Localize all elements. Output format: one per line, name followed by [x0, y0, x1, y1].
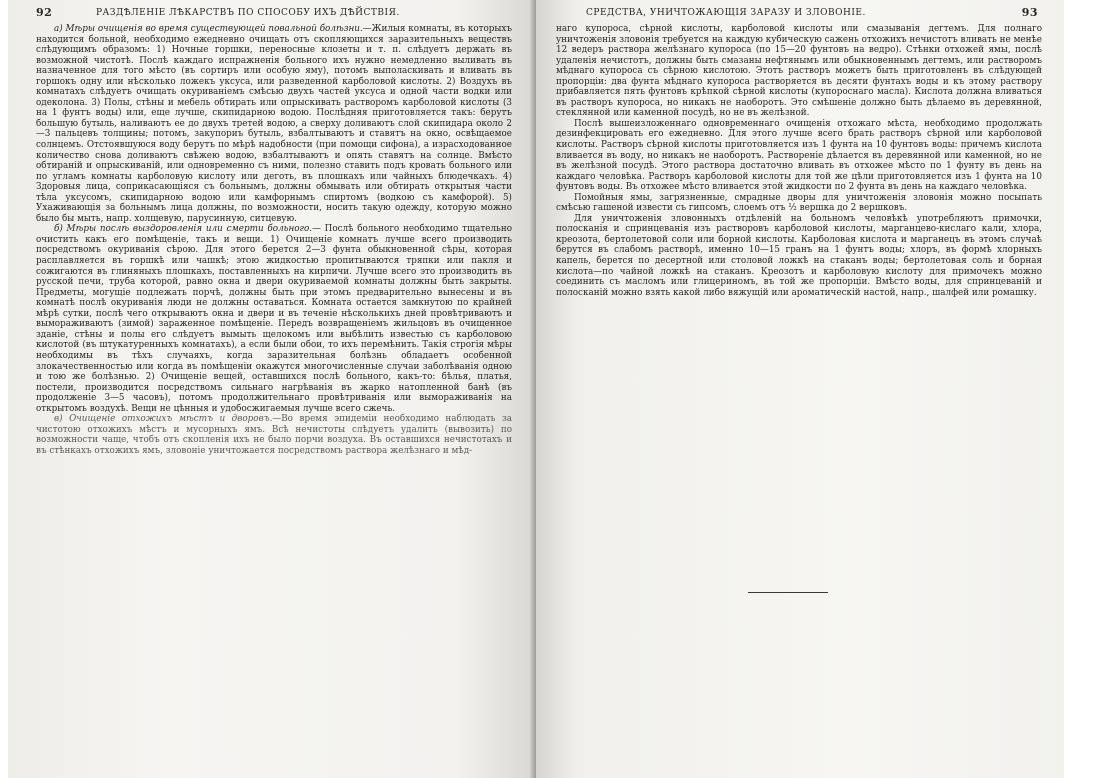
paragraph: Послѣ вышеизложеннаго одновременнаго очищенія отхожаго мѣста, необходимо продолжать дезинфекцировать его ежедневно. Для этого лучше всего брать растворъ сѣрной или карболовой кислоты. Растворъ сѣрной кислоты приготовляется изъ 1 фунта на 10 фунтовъ воды: причемъ кислота вливается въ воду, но никакъ не наоборотъ. Раствореніе дѣлается въ деревянной или каменной, но не въ желѣзной посудѣ. Этого раствора достаточно вливать въ отхожее мѣсто по 1 фунту въ день на каждаго человѣка. Растворъ карболовой кислоты для той же цѣли приготовляется изъ 1 фунта на 10 фунтовъ воды. Въ отхожее мѣсто вливается этой жидкости по 2 фунта въ день на каждаго человѣка. — [556, 118, 1042, 193]
paragraph: Для уничтоженія зловонныхъ отдѣленій на больномъ человѣкѣ употребляютъ примочки, полосканія и спринцеванія изъ растворовъ карболовой кислоты, марганцево-кислаго кали, хлора, креозота, бертолетовой соли или борной кислоты. Карболовая кислота и марганецъ въ этомъ случаѣ берутся въ слабомъ растворѣ, именно 10—15 гранъ на 1 фунтъ воды; хлоръ, въ формѣ хлорныхъ капель, берется по десертной или столовой ложкѣ на стаканъ воды; бертолетовая соль и борная кислота—по чайной ложкѣ на стаканъ. Креозотъ и карболовую кислоту для примочекъ можно соединить съ масломъ или глицериномъ, въ той же пропорціи. Вмѣсто воды, для спринцеваній и полосканій можно взять какой либо вяжущій или ароматическій настой, напр., шалфей или ромашку. — [556, 213, 1042, 298]
paragraph: наго купороса, сѣрной кислоты, карболовой кислоты или смазыванія дегтемъ. Для полнаго уничтоженія зловонія требуется на каждую кубическую сажень отхожихъ нечистотъ вливать не менѣе 12 ведеръ раствора желѣзнаго купороса (по 15—20 фунтовъ на ведро). Стѣнки отхожей ямы, послѣ удаленія нечистотъ, должны быть смазаны нефтянымъ или обыкновеннымъ дегтемъ, или растворомъ мѣднаго купороса съ сѣрною кислотою. Этотъ растворъ можетъ быть приготовленъ въ слѣдующей пропорціи: два фунта мѣднаго купороса растворяется въ десяти фунтахъ воды и къ этому раствору прибавляется пять фунтовъ крѣпкой сѣрной кислоты (купороснаго масла). Кислота должна вливаться въ растворъ купороса, но никакъ не наоборотъ. Это смѣшеніе должно быть дѣлаемо въ деревянной, стеклянной или каменной посудѣ, но не въ желѣзной. — [556, 24, 1042, 119]
left-page — [8, 0, 536, 778]
paragraph-text: —Во время эпидеміи необходимо наблюдать за чистотою отхожихъ мѣстъ и мусорныхъ ямъ. Всѣ нечистоты слѣдуетъ удалить (вывозить) по возможности чаще, чтобъ отъ скопленія ихъ не было порчи воздуха. Въ оставшихся нечистотахъ и въ стѣнкахъ отхожихъ ямъ, зловоніе уничтожается посредствомъ раствора желѣзнаго и мѣд- — [36, 414, 512, 456]
running-head: РАЗДѢЛЕНІЕ ЛѢКАРСТВЪ ПО СПОСОБУ ИХЪ ДѢЙСТВІЯ. — [96, 8, 400, 18]
paragraph: Помойныя ямы, загрязненные, смрадные дворы для уничтоженія зловонія можно посыпать смѣсью гашеной извести съ гипсомъ, слоемъ отъ ½ вершка до 2 вершковъ. — [556, 192, 1042, 214]
left-page-body — [36, 24, 512, 456]
page-number: 93 — [1021, 6, 1038, 19]
section-label: б) Мѣры послѣ выздоровленія или смерти больного. — [54, 224, 313, 235]
right-page-body — [556, 24, 1042, 298]
page-number: 92 — [36, 6, 53, 19]
paragraph-text: — Послѣ больного необходимо тщательно очистить какъ его помѣщеніе, такъ и вещи. 1) Очищеніе комнатъ лучше всего производить посредствомъ окуриванія сѣрою. Для этого берется 2—3 фунта обыкновенной сѣры, которая расплавляется въ горшкѣ или чашкѣ; этою жидкостью пропитываются тряпки или пакля и сожигаются въ глиняныхъ плошкахъ, поставленныхъ на кирпичи. Лучше всего это производить въ русской печи, труба которой, равно окна и двери окуриваемой комнаты должны быть закрыты. Предметы, могущіе подлежать порчѣ, должны быть при этомъ предварительно вынесены и въ комнатѣ послѣ окуриванія люди не должны оставаться. Комната остается замкнутою по крайней мѣрѣ сутки, послѣ чего открываютъ окна и двери и въ теченіе нѣсколькихъ дней провѣтриваютъ и вымораживаютъ (зимой) зараженное помѣщеніе. Передъ возвращеніемъ жильцовъ въ очищенное зданіе, стѣны и полы его слѣдуетъ вымыть щелокомъ или выбѣлить известью съ карболовою кислотой (въ штукатуренныхъ комнатахъ), а если были обои, то ихъ перемѣнить. Такія строгія мѣры необходимы въ тѣхъ случаяхъ, когда заразительная болѣзнь обладаетъ особенной злокачественностью или когда въ помѣщеніи окажутся многочисленные случаи заболѣванія одною и тою же болѣзнью. 2) Очищеніе вещей, оставшихся послѣ больного, какъ-то: бѣлья, платья, постели, производится посредствомъ сильнаго нагрѣванія въ жарко натопленной банѣ (въ продолженіе 3—5 часовъ), потомъ продолжительнаго провѣтриванія или вымораживанія на открытомъ воздухѣ. Вещи не цѣнныя и удобосжигаемыя лучше всего сжечь. — [36, 224, 512, 414]
paragraph — [36, 224, 512, 414]
right-page — [536, 0, 1064, 778]
running-head: СРЕДСТВА, УНИЧТОЖАЮЩІЯ ЗАРАЗУ И ЗЛОВОНІЕ. — [586, 8, 866, 18]
paragraph-text: —Жилыя комнаты, въ которыхъ находится больной, необходимо ежедневно очищать отъ скопляющихся заразительныхъ веществъ слѣдующимъ образомъ: 1) Ночные горшки, переносные клозеты и т. п. слѣдуетъ держать въ возможной чистотѣ. Послѣ каждаго испражненія больного ихъ нужно немедленно выливать въ назначенное для того мѣсто (въ сортиръ или особую яму), потомъ выполаскивать и вливать въ горшокъ одну или нѣсколько ложекъ уксуса, или разведенной карболовой кислоты. 2) Воздухъ въ комнатахъ слѣдуетъ очищать окуриваніемъ смѣсью двухъ частей уксуса и одной части водки или одеколона. 3) Полы, стѣны и мебель обтирать или опрыскивать растворомъ карболовой кислоты (3 на 1 фунтъ воды) или, еще лучше, скипидарною водою. Послѣдняя приготовляется такъ: берутъ большую бутыль, наливаютъ ее до двухъ третей водою, а сверху доливаютъ слой скипидара около 2—3 пальцевъ толщины; потомъ, закупориъ бутыль, взбалтываютъ и ставятъ на окно, освѣщаемое солнцемъ. Отстоявшуюся воду берутъ по мѣрѣ надобности (при помощи сифона), а израсходованное количество снова доливаютъ свѣжею водою, взбалтываютъ и опять ставятъ на солнце. Вмѣсто обтираній и опрыскиваній, или одновременно съ ними, полезно ставить подъ кровать больного или по угламъ комнаты карболовую кислоту или деготь, въ плошкахъ или чайныхъ блюдечкахъ. 4) Здоровыя лица, соприкасающіяся съ больнымъ, должны обмывать или обтирать открытыя части тѣла уксусомъ, скипидарною водою или камфорнымъ спиртомъ (водкою съ камфорой). 5) Ухаживающія за больнымъ лица должны, по возможности, носить такую одежду, которую можно было бы мыть, напр. холщевую, парусинную, ситцевую. — [36, 24, 512, 224]
paragraph — [36, 24, 512, 224]
left-page-header — [36, 6, 526, 20]
section-label: а) Мѣры очищенія во время существующей повальной болѣзни. — [54, 24, 363, 34]
paragraph — [36, 414, 512, 456]
end-rule — [748, 592, 828, 593]
right-page-header — [556, 6, 1038, 20]
section-label: в) Очищеніе отхожихъ мѣстъ и дворовъ. — [54, 414, 273, 425]
